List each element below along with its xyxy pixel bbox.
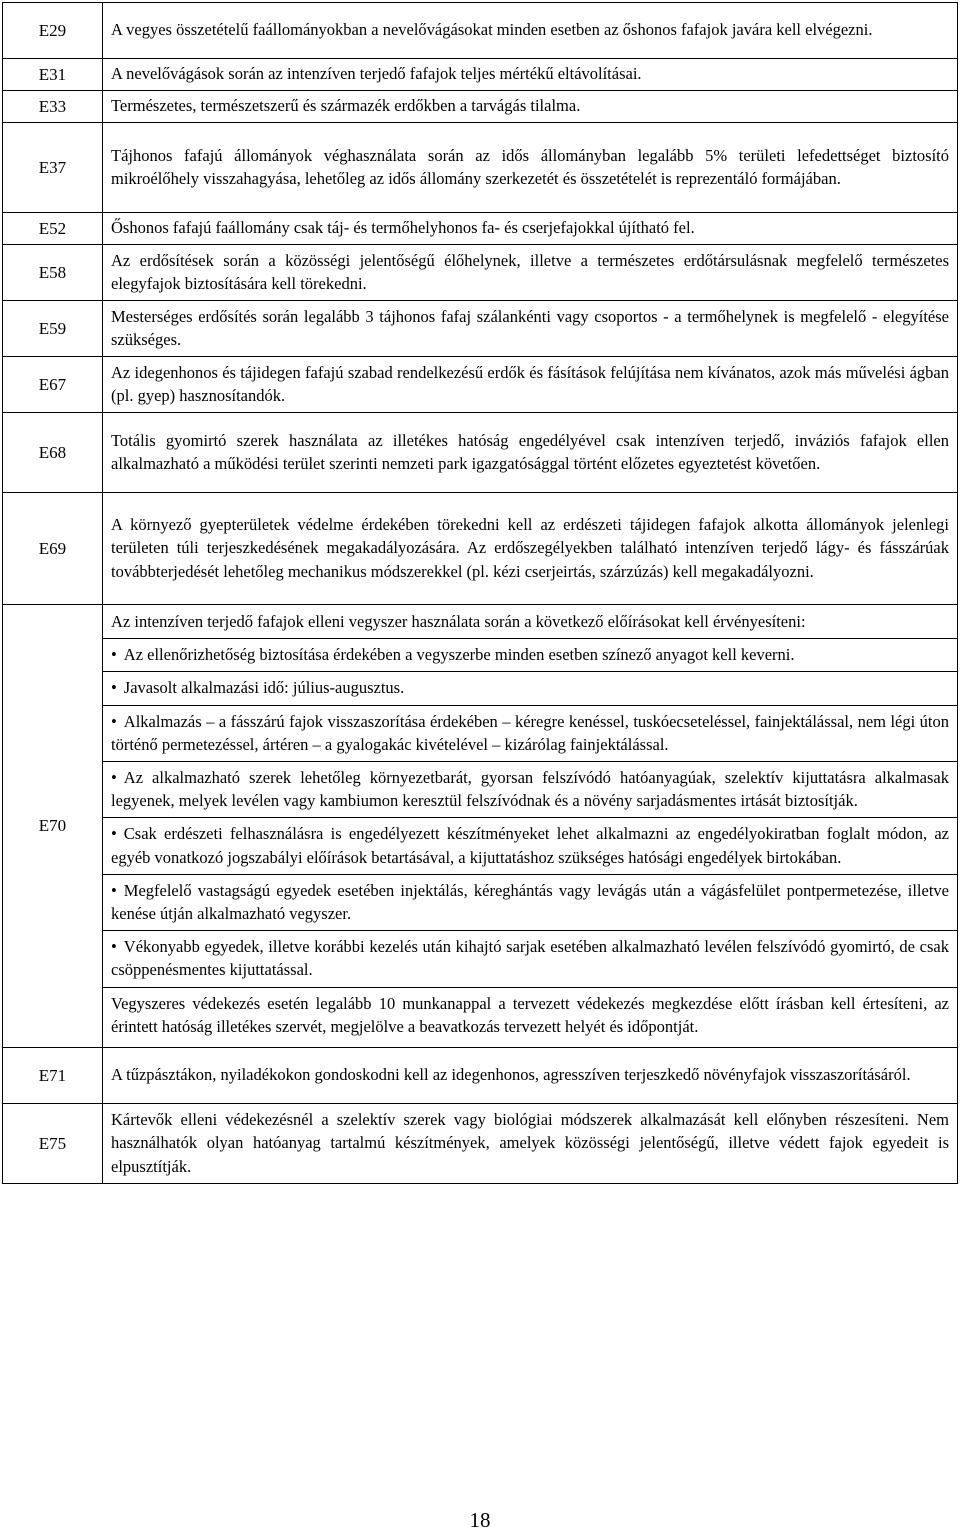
row-code: E75 — [3, 1104, 103, 1184]
row-text: A tűzpásztákon, nyiladékokon gondoskodni kell az idegenhonos, agresszíven terjeszkedő növényfajok visszaszorításáról. — [111, 1065, 911, 1085]
row-text: A nevelővágások során az intenzíven terjedő fafajok teljes mértékű eltávolításai. — [111, 64, 642, 84]
row-text: Őshonos fafajú faállomány csak táj- és termőhelyhonos fa- és cserjefajokkal újítható fel. — [111, 218, 695, 238]
row-code: E31 — [3, 59, 103, 91]
row-code: E52 — [3, 213, 103, 245]
table-row — [3, 301, 958, 357]
row-text: Az idegenhonos és tájidegen fafajú szabad rendelkezésű erdők és fásítások felújítása nem kívánatos, azok más művelési ágban (pl. gyep) hasznosítandók. — [111, 362, 949, 405]
table-row — [3, 245, 958, 301]
row-code: E71 — [3, 1048, 103, 1104]
row-text: Totális gyomirtó szerek használata az illetékes hatóság engedélyével csak intenzíven terjedő, inváziós fafajok ellen alkalmazható a működési terület szerinti nemzeti park igazgatósággal történt előzetes egyeztetést követően. — [111, 430, 949, 473]
table-row — [3, 493, 958, 605]
list-item: • Csak erdészeti felhasználásra is engedélyezett készítményeket lehet alkalmazni az engedélyokiratban foglalt módon, az egyéb vonatkozó jogszabályi előírások betartásával, a kijuttatáshoz szükséges hatósági engedélyek birtokában. — [103, 818, 957, 874]
e70-outro: Vegyszeres védekezés esetén legalább 10 munkanappal a tervezett védekezés megkezdése előtt írásban kell értesíteni, az érintett hatóság illetékes szervét, megjelölve a beavatkozás tervezett helyét és időpontját. — [111, 993, 949, 1036]
row-code: E58 — [3, 245, 103, 301]
list-item: • Az ellenőrizhetőség biztosítása érdekében a vegyszerbe minden esetben színező anyagot kell keverni. — [103, 639, 957, 672]
row-code: E70 — [3, 605, 103, 1048]
page-number: 18 — [469, 1508, 491, 1532]
row-code: E33 — [3, 91, 103, 123]
row-text: A környező gyepterületek védelme érdekében törekedni kell az erdészeti tájidegen fafajok alkotta állományok jelenlegi területen túli terjeszkedésének megakadályozására. Az erdőszegélyekben található intenzíven terjedő lágy- és fásszárúak továbbterjedését lehetőleg mechanikus módszerekkel (pl. kézi cserjeirtás, szárzúzás) kell megakadályozni. — [111, 515, 949, 581]
list-item: • Javasolt alkalmazási idő: július-augusztus. — [103, 672, 957, 705]
table-row — [3, 1048, 958, 1104]
row-text: A vegyes összetételű faállományokban a nevelővágásokat minden esetben az őshonos fafajok javára kell elvégezni. — [111, 20, 873, 40]
list-item: • Alkalmazás – a fásszárú fajok visszaszorítása érdekében – kéregre kenéssel, tuskóecseteléssel, fainjektálással, nem légi úton történő permetezéssel, ártéren – a gyalogakác kivételével – kizárólag fainjektálással. — [103, 706, 957, 762]
row-code: E59 — [3, 301, 103, 357]
list-item: • Megfelelő vastagságú egyedek esetében injektálás, kéreghántás vagy levágás után a vágásfelület pontpermetezése, illetve kenése útján alkalmazható vegyszer. — [103, 875, 957, 931]
list-item: • Vékonyabb egyedek, illetve korábbi kezelés után kihajtó sarjak esetében alkalmazható levélen felszívódó gyomirtó, de csak csöppenésmentes kijuttatással. — [103, 931, 957, 987]
table-row — [3, 1104, 958, 1184]
row-code: E67 — [3, 357, 103, 413]
table-row — [3, 605, 958, 1048]
table-row — [3, 123, 958, 213]
row-text: Mesterséges erdősítés során legalább 3 tájhonos fafaj szálankénti vagy csoportos - a termőhelynek is megfelelő - elegyítése szükséges. — [111, 306, 949, 349]
row-code: E69 — [3, 493, 103, 605]
row-text: Az erdősítések során a közösségi jelentőségű élőhelynek, illetve a természetes erdőtársulásnak megfelelő természetes elegyfajok biztosítására kell törekedni. — [111, 250, 949, 293]
row-code: E37 — [3, 123, 103, 213]
row-text: Természetes, természetszerű és származék erdőkben a tarvágás tilalma. — [111, 96, 581, 116]
row-code: E68 — [3, 413, 103, 493]
e70-intro: Az intenzíven terjedő fafajok elleni vegyszer használata során a következő előírásokat kell érvényesíteni: — [103, 608, 957, 639]
row-code: E29 — [3, 3, 103, 59]
table-row — [3, 357, 958, 413]
table-row — [3, 59, 958, 91]
table-row — [3, 213, 958, 245]
regulations-table — [2, 2, 958, 1184]
table-row — [3, 3, 958, 59]
row-text: Kártevők elleni védekezésnél a szelektív szerek vagy biológiai módszerek alkalmazását kell előnyben részesíteni. Nem használhatók olyan hatóanyag tartalmú készítmények, amelyek közösségi jelentőségű, illetve védett fajok egyedeit is elpusztítják. — [111, 1110, 949, 1176]
table-row — [3, 413, 958, 493]
list-item: • Az alkalmazható szerek lehetőleg környezetbarát, gyorsan felszívódó hatóanyagúak, szelektív kijuttatásra alkalmasak legyenek, melyek levélen vagy kambiumon keresztül felszívódnak és a növény sarjadásmentes irtását biztosítják. — [103, 762, 957, 818]
row-text: Tájhonos fafajú állományok véghasználata során az idős állományban legalább 5% területi lefedettséget biztosító mikroélőhely visszahagyása, lehetőleg az idős állomány szerkezetét és összetételét is reprezentáló formájában. — [111, 145, 949, 188]
table-row — [3, 91, 958, 123]
